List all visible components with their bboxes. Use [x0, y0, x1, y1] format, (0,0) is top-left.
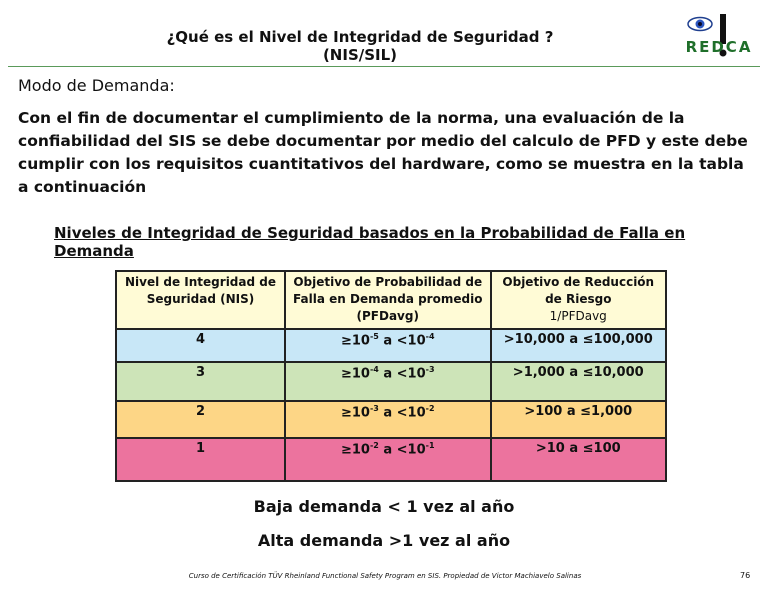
cell-rrf: >10 a ≤100 [491, 438, 667, 481]
table-row [116, 362, 666, 401]
cell-pfd: $\ge 10^{-4}$ $a <10^{-3}$ [285, 362, 491, 401]
cell-rrf: >1,000 a ≤10,000 [491, 362, 667, 401]
cell-rrf: >10,000 a ≤100,000 [491, 329, 667, 362]
table-row [116, 401, 666, 438]
cell-nis: 1 [116, 438, 285, 481]
header-nis: Nivel de Integridad de Seguridad (NIS) [116, 271, 285, 329]
high-demand-note: Alta demanda >1 vez al año [257, 531, 511, 550]
cell-nis: 2 [116, 401, 285, 438]
table-row [116, 329, 666, 362]
section-label: Modo de Demanda: [18, 76, 175, 95]
low-demand-note: Baja demanda < 1 vez al año [253, 497, 515, 516]
header-rrf-sub: 1/PFDavg [549, 309, 607, 323]
slide-title: ¿Qué es el Nivel de Integridad de Seguridad ? (NIS/SIL) [166, 28, 554, 64]
cell-pfd: $\ge 10^{-5}$ $a <10^{-4}$ [285, 329, 491, 362]
page-number: 76 [740, 571, 751, 580]
header-divider [8, 66, 760, 67]
cell-nis: 4 [116, 329, 285, 362]
cell-pfd: $\ge 10^{-3}$ $a <10^{-2}$ [285, 401, 491, 438]
redca-logo [683, 14, 755, 60]
cell-nis: 3 [116, 362, 285, 401]
table-header-row [116, 271, 666, 329]
header-pfd: Objetivo de Probabilidad de Falla en Demanda promedio (PFDavg) [285, 271, 491, 329]
sil-table [115, 270, 667, 482]
body-paragraph: Con el fin de documentar el cumplimiento de la norma, una evaluación de la confiabilidad del SIS se debe documentar por medio del calculo de PFD y este debe cumplir con los requisitos cuantitativos del hardware, como se muestra en la tabla a continuación [18, 109, 748, 196]
footer-text: Curso de Certificación TÜV Rheinland Functional Safety Program en SIS. Propiedad de Victor Machiavelo Salinas [188, 572, 582, 580]
table-title: Niveles de Integridad de Seguridad basados en la Probabilidad de Falla en Demanda [54, 224, 686, 260]
header-rrf-label: Objetivo de Reducción de Riesgo [502, 275, 655, 306]
cell-pfd: $\ge 10^{-2}$ $a <10^{-1}$ [285, 438, 491, 481]
eye-icon [687, 16, 713, 32]
cell-rrf: >100 a ≤1,000 [491, 401, 667, 438]
logo-text: REDCA [685, 38, 753, 56]
header-rrf [491, 271, 667, 329]
table-row [116, 438, 666, 481]
